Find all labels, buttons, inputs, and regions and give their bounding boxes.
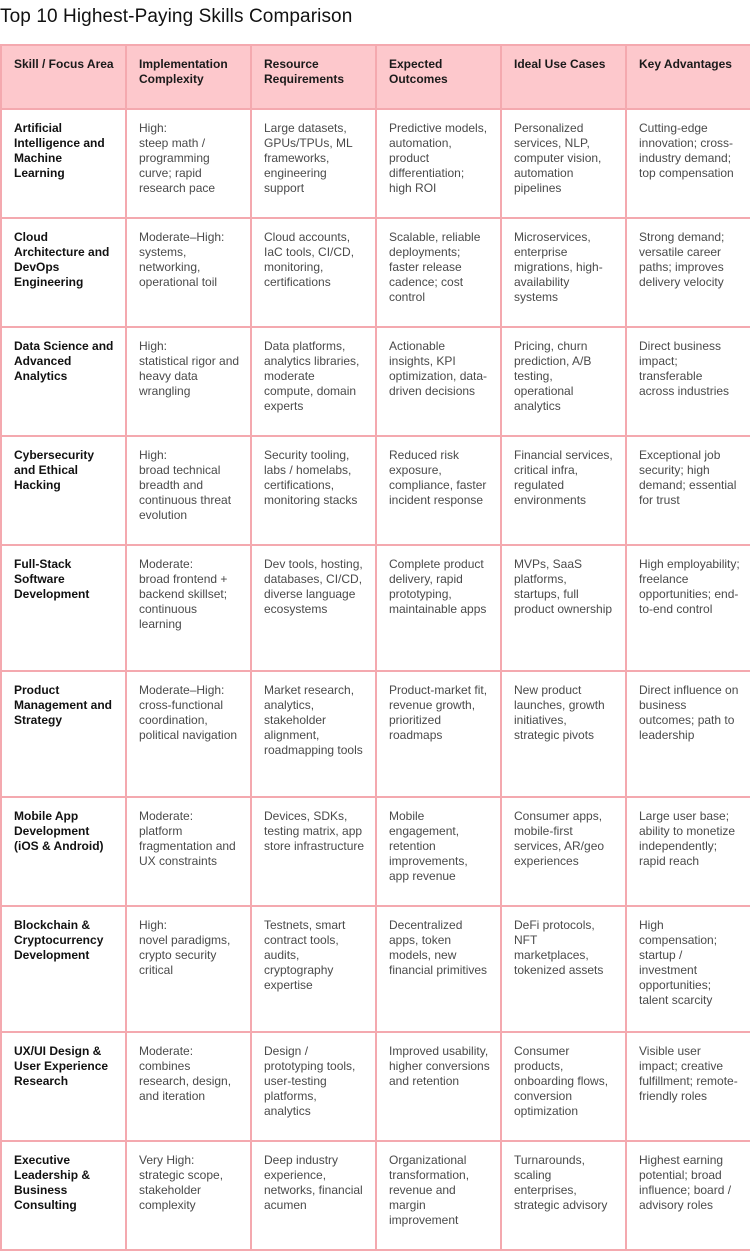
outcomes-cell: Product-market fit, revenue growth, prioritized roadmaps <box>376 671 501 797</box>
complexity-cell <box>126 1141 251 1250</box>
resources-cell: Deep industry experience, networks, financial acumen <box>251 1141 376 1250</box>
table-row <box>1 1032 750 1141</box>
outcomes-cell: Scalable, reliable deployments; faster release cadence; cost control <box>376 218 501 327</box>
use-cases-cell: Consumer products, onboarding flows, conversion optimization <box>501 1032 626 1141</box>
resources-cell: Data platforms, analytics libraries, moderate compute, domain experts <box>251 327 376 436</box>
complexity-detail: combines research, design, and iteration <box>139 1059 232 1103</box>
resources-cell: Devices, SDKs, testing matrix, app store infrastructure <box>251 797 376 906</box>
skill-cell: Executive Leadership & Business Consulting <box>1 1141 126 1250</box>
complexity-detail: cross-functional coordination, political navigation <box>139 698 238 742</box>
complexity-level: High: <box>139 121 168 135</box>
table-row <box>1 906 750 1032</box>
complexity-level: Moderate–High: <box>139 683 225 697</box>
table-row <box>1 797 750 906</box>
advantages-cell: Large user base; ability to monetize independently; rapid reach <box>626 797 750 906</box>
outcomes-cell: Reduced risk exposure, compliance, faster incident response <box>376 436 501 545</box>
table-header-row <box>1 45 750 109</box>
column-header-use-cases: Ideal Use Cases <box>501 45 626 109</box>
complexity-level: Very High: <box>139 1153 195 1167</box>
advantages-cell: Visible user impact; creative fulfillment; remote-friendly roles <box>626 1032 750 1141</box>
advantages-cell: Direct influence on business outcomes; path to leadership <box>626 671 750 797</box>
complexity-cell <box>126 545 251 671</box>
complexity-level: Moderate: <box>139 1044 194 1058</box>
complexity-level: High: <box>139 448 168 462</box>
skill-cell: Full-Stack Software Development <box>1 545 126 671</box>
advantages-cell: Exceptional job security; high demand; essential for trust <box>626 436 750 545</box>
advantages-cell: Direct business impact; transferable across industries <box>626 327 750 436</box>
outcomes-cell: Improved usability, higher conversions and retention <box>376 1032 501 1141</box>
complexity-cell <box>126 797 251 906</box>
complexity-level: High: <box>139 918 168 932</box>
outcomes-cell: Decentralized apps, token models, new financial primitives <box>376 906 501 1032</box>
complexity-cell <box>126 1032 251 1141</box>
column-header-advantages: Key Advantages <box>626 45 750 109</box>
complexity-detail: novel paradigms, crypto security critical <box>139 933 231 977</box>
table-row <box>1 436 750 545</box>
use-cases-cell: Financial services, critical infra, regulated environments <box>501 436 626 545</box>
complexity-detail: platform fragmentation and UX constraints <box>139 824 236 868</box>
complexity-level: Moderate: <box>139 557 194 571</box>
table-row <box>1 1141 750 1250</box>
use-cases-cell: Pricing, churn prediction, A/B testing, operational analytics <box>501 327 626 436</box>
table-row <box>1 327 750 436</box>
advantages-cell: Strong demand; versatile career paths; improves delivery velocity <box>626 218 750 327</box>
outcomes-cell: Actionable insights, KPI optimization, data-driven decisions <box>376 327 501 436</box>
complexity-detail: broad technical breadth and continuous threat evolution <box>139 463 232 522</box>
skill-cell: Data Science and Advanced Analytics <box>1 327 126 436</box>
resources-cell: Cloud accounts, IaC tools, CI/CD, monitoring, certifications <box>251 218 376 327</box>
complexity-cell <box>126 436 251 545</box>
complexity-cell <box>126 218 251 327</box>
skills-comparison-table <box>0 44 750 1251</box>
skill-cell: UX/UI Design & User Experience Research <box>1 1032 126 1141</box>
outcomes-cell: Complete product delivery, rapid prototyping, maintainable apps <box>376 545 501 671</box>
complexity-level: High: <box>139 339 168 353</box>
resources-cell: Market research, analytics, stakeholder alignment, roadmapping tools <box>251 671 376 797</box>
table-body <box>1 109 750 1250</box>
column-header-resources: Resource Requirements <box>251 45 376 109</box>
use-cases-cell: DeFi protocols, NFT marketplaces, tokenized assets <box>501 906 626 1032</box>
page-title: Top 10 Highest-Paying Skills Comparison <box>0 6 353 27</box>
advantages-cell: High compensation; startup / investment opportunities; talent scarcity <box>626 906 750 1032</box>
table-row <box>1 545 750 671</box>
complexity-detail: broad frontend + backend skillset; continuous learning <box>139 572 228 631</box>
comparison-table-container <box>0 44 750 1251</box>
skill-cell: Cybersecurity and Ethical Hacking <box>1 436 126 545</box>
resources-cell: Dev tools, hosting, databases, CI/CD, diverse language ecosystems <box>251 545 376 671</box>
complexity-cell <box>126 671 251 797</box>
outcomes-cell: Organizational transformation, revenue and margin improvement <box>376 1141 501 1250</box>
complexity-detail: statistical rigor and heavy data wrangling <box>139 354 240 398</box>
column-header-outcomes: Expected Outcomes <box>376 45 501 109</box>
advantages-cell: Cutting-edge innovation; cross-industry demand; top compensation <box>626 109 750 218</box>
table-row <box>1 109 750 218</box>
advantages-cell: Highest earning potential; broad influence; board / advisory roles <box>626 1141 750 1250</box>
complexity-cell <box>126 327 251 436</box>
complexity-level: Moderate: <box>139 809 194 823</box>
table-row <box>1 218 750 327</box>
complexity-cell <box>126 906 251 1032</box>
resources-cell: Security tooling, labs / homelabs, certifications, monitoring stacks <box>251 436 376 545</box>
column-header-skill: Skill / Focus Area <box>1 45 126 109</box>
complexity-cell <box>126 109 251 218</box>
use-cases-cell: Turnarounds, scaling enterprises, strategic advisory <box>501 1141 626 1250</box>
table-row <box>1 671 750 797</box>
complexity-detail: steep math / programming curve; rapid research pace <box>139 136 216 195</box>
resources-cell: Design / prototyping tools, user-testing platforms, analytics <box>251 1032 376 1141</box>
skill-cell: Product Management and Strategy <box>1 671 126 797</box>
outcomes-cell: Mobile engagement, retention improvements, app revenue <box>376 797 501 906</box>
column-header-complexity: Implementation Complexity <box>126 45 251 109</box>
use-cases-cell: MVPs, SaaS platforms, startups, full product ownership <box>501 545 626 671</box>
complexity-level: Moderate–High: <box>139 230 225 244</box>
use-cases-cell: Consumer apps, mobile-first services, AR/geo experiences <box>501 797 626 906</box>
advantages-cell: High employability; freelance opportunities; end-to-end control <box>626 545 750 671</box>
use-cases-cell: Personalized services, NLP, computer vision, automation pipelines <box>501 109 626 218</box>
complexity-detail: systems, networking, operational toil <box>139 245 218 289</box>
resources-cell: Large datasets, GPUs/TPUs, ML frameworks, engineering support <box>251 109 376 218</box>
skill-cell: Artificial Intelligence and Machine Learning <box>1 109 126 218</box>
use-cases-cell: New product launches, growth initiatives, strategic pivots <box>501 671 626 797</box>
outcomes-cell: Predictive models, automation, product differentiation; high ROI <box>376 109 501 218</box>
skill-cell: Blockchain & Cryptocurrency Development <box>1 906 126 1032</box>
complexity-detail: strategic scope, stakeholder complexity <box>139 1168 224 1212</box>
use-cases-cell: Microservices, enterprise migrations, high-availability systems <box>501 218 626 327</box>
resources-cell: Testnets, smart contract tools, audits, cryptography expertise <box>251 906 376 1032</box>
skill-cell: Cloud Architecture and DevOps Engineering <box>1 218 126 327</box>
skill-cell: Mobile App Development (iOS & Android) <box>1 797 126 906</box>
